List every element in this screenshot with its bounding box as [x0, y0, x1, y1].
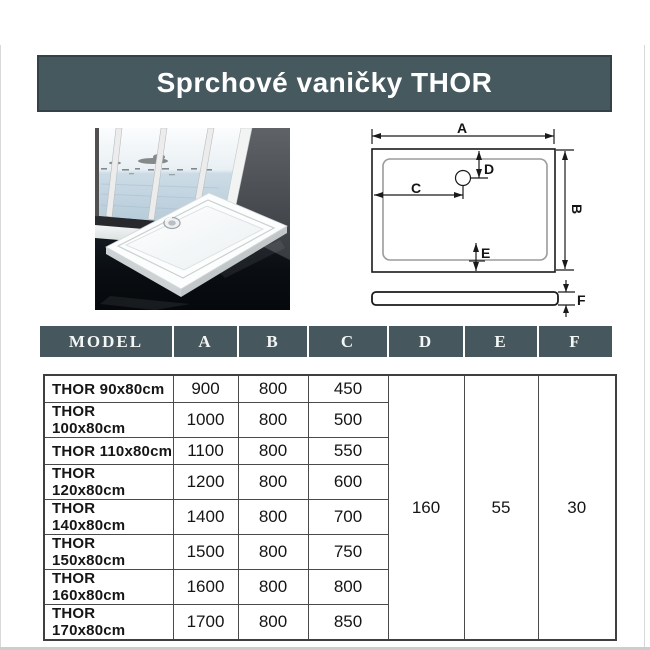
col-header-f: F: [537, 326, 612, 357]
shared-value-f: 30: [538, 375, 616, 640]
value-c: 850: [308, 605, 388, 641]
value-c: 700: [308, 500, 388, 535]
dim-c-label: C: [410, 180, 422, 196]
title-banner: [37, 55, 612, 112]
dimension-diagram: [355, 115, 620, 320]
col-header-e: E: [463, 326, 537, 357]
value-a: 1100: [173, 438, 238, 465]
col-header-model: MODEL: [40, 326, 172, 357]
value-b: 800: [238, 535, 308, 570]
tray-inner-rim: [383, 159, 547, 260]
value-a: 1200: [173, 465, 238, 500]
table-header-row: [40, 326, 612, 357]
shared-value-e: 55: [464, 375, 538, 640]
model-cell: THOR 90x80cm: [44, 375, 173, 403]
value-b: 800: [238, 605, 308, 641]
dim-f-label: F: [577, 292, 586, 308]
value-b: 800: [238, 438, 308, 465]
tray-outline: [372, 149, 555, 272]
col-header-c: C: [307, 326, 387, 357]
spec-table: [43, 374, 617, 641]
value-c: 750: [308, 535, 388, 570]
model-cell: THOR 110x80cm: [44, 438, 173, 465]
page-title: Sprchové vaničky THOR: [156, 67, 493, 98]
value-c: 800: [308, 570, 388, 605]
value-c: 500: [308, 403, 388, 438]
page-right-border: [644, 45, 645, 650]
shared-value-d: 160: [388, 375, 464, 640]
dim-e-label: E: [481, 245, 491, 261]
table-row: [44, 375, 616, 403]
value-a: 1600: [173, 570, 238, 605]
value-b: 800: [238, 403, 308, 438]
model-cell: THOR 120x80cm: [44, 465, 173, 500]
col-header-b: B: [237, 326, 307, 357]
value-a: 900: [173, 375, 238, 403]
tray-side-profile: [372, 292, 558, 305]
value-c: 600: [308, 465, 388, 500]
value-b: 800: [238, 500, 308, 535]
product-photo: [95, 128, 290, 310]
value-b: 800: [238, 375, 308, 403]
col-header-a: A: [172, 326, 237, 357]
page-left-border: [0, 45, 1, 650]
model-cell: THOR 150x80cm: [44, 535, 173, 570]
dim-a-label: A: [456, 120, 468, 136]
dim-f: [558, 280, 575, 317]
value-a: 1400: [173, 500, 238, 535]
col-header-d: D: [387, 326, 463, 357]
drain-circle: [456, 171, 471, 186]
model-cell: THOR 170x80cm: [44, 605, 173, 641]
value-c: 450: [308, 375, 388, 403]
value-c: 550: [308, 438, 388, 465]
model-cell: THOR 100x80cm: [44, 403, 173, 438]
value-a: 1700: [173, 605, 238, 641]
drain-icon: [164, 218, 180, 229]
value-b: 800: [238, 570, 308, 605]
value-a: 1500: [173, 535, 238, 570]
dim-d-label: D: [484, 161, 495, 177]
value-a: 1000: [173, 403, 238, 438]
dim-b-label: B: [569, 203, 585, 215]
left-frame-edge: [95, 128, 99, 218]
model-cell: THOR 160x80cm: [44, 570, 173, 605]
model-cell: THOR 140x80cm: [44, 500, 173, 535]
value-b: 800: [238, 465, 308, 500]
